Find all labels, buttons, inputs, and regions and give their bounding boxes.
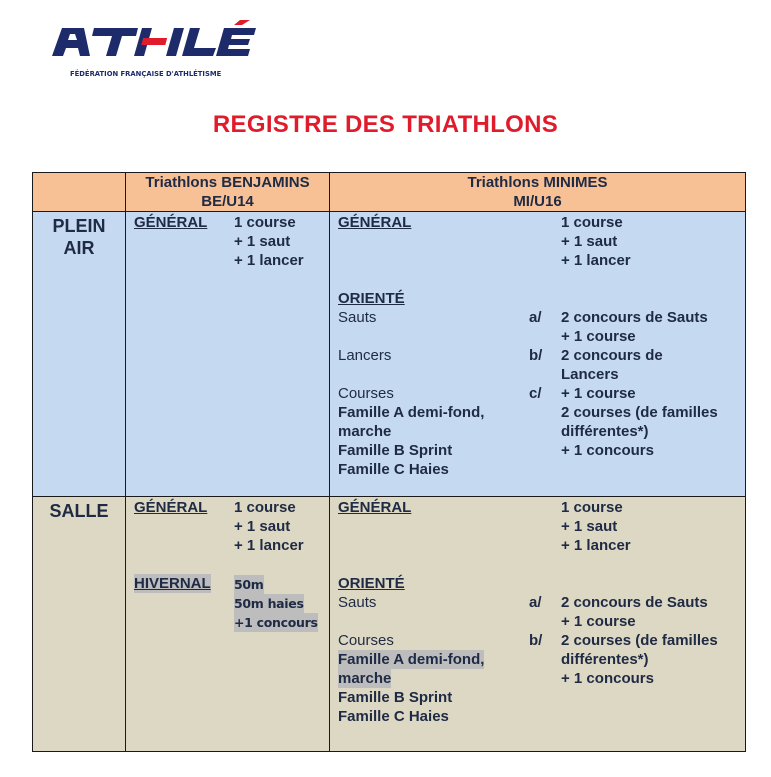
plein-air-label: [33, 212, 126, 497]
pa-mi-courses: Courses: [338, 385, 394, 402]
pa-mi-courses-key: c/: [529, 385, 542, 402]
sa-mi-sauts-item: + 1 course: [561, 613, 636, 630]
header-minimes: [330, 173, 746, 212]
header-benjamins-line1: Triathlons BENJAMINS: [145, 174, 310, 191]
pa-mi-general-item: + 1 lancer: [561, 252, 631, 269]
salle-label-text: SALLE: [49, 501, 109, 521]
header-benjamins-line2: BE/U14: [201, 193, 254, 210]
plein-air-minimes-cell: [330, 212, 746, 497]
sa-be-hivernal-item: +1 concours: [234, 615, 318, 630]
salle-minimes-cell: [330, 497, 746, 752]
pa-mi-lancers-key: b/: [529, 347, 543, 364]
pa-mi-lancers: Lancers: [338, 347, 392, 364]
sa-mi-famille: Famille C Haies: [338, 708, 449, 725]
pa-mi-famille: Famille A demi-fond,: [338, 404, 485, 421]
pa-be-general-label: GÉNÉRAL: [134, 214, 208, 231]
sa-be-general-item: 1 course: [234, 499, 296, 516]
pa-mi-famille: Famille B Sprint: [338, 442, 453, 459]
pa-mi-sauts-item: 2 concours de Sauts: [561, 309, 708, 326]
sa-mi-courses-key: b/: [529, 632, 543, 649]
plein-air-benjamins-cell: [126, 212, 330, 497]
pa-mi-general-item: + 1 saut: [561, 233, 618, 250]
salle-row: [33, 497, 746, 752]
header-benjamins: [126, 173, 330, 212]
header-minimes-line1: Triathlons MINIMES: [467, 174, 608, 191]
athle-logo-mark: [50, 20, 280, 82]
plein-air-label-line1: PLEIN: [52, 216, 106, 236]
sa-mi-general-item: + 1 saut: [561, 518, 618, 535]
pa-be-general-item: + 1 saut: [234, 233, 291, 250]
sa-be-hivernal-label: HIVERNAL: [134, 575, 211, 592]
pa-mi-courses-item: 2 courses (de familles: [561, 404, 718, 421]
pa-mi-oriente-label: ORIENTÉ: [338, 290, 405, 307]
pa-mi-sauts-key: a/: [529, 309, 542, 326]
sa-mi-general-item: + 1 lancer: [561, 537, 631, 554]
header-empty-cell: [33, 173, 126, 212]
plein-air-row: [33, 212, 746, 497]
sa-mi-famille: Famille B Sprint: [338, 689, 453, 706]
sa-mi-sauts-item: 2 concours de Sauts: [561, 594, 708, 611]
salle-benjamins-cell: [126, 497, 330, 752]
salle-label: [33, 497, 126, 752]
pa-mi-courses-item: différentes*): [561, 423, 649, 440]
sa-mi-oriente-label: ORIENTÉ: [338, 575, 405, 592]
pa-mi-famille: marche: [338, 423, 392, 440]
sa-mi-courses-item: + 1 concours: [561, 670, 654, 687]
sa-be-general-item: + 1 lancer: [234, 537, 304, 554]
athle-logo: [50, 20, 280, 82]
sa-mi-famille: marche: [338, 670, 392, 687]
plein-air-label-line2: AIR: [63, 238, 95, 258]
pa-mi-general-item: 1 course: [561, 214, 623, 231]
sa-mi-courses-item: 2 courses (de familles: [561, 632, 718, 649]
sa-be-hivernal-item: 50m: [234, 577, 264, 592]
sa-be-general-label: GÉNÉRAL: [134, 499, 208, 516]
pa-mi-courses-item: + 1 course: [561, 385, 636, 402]
sa-mi-sauts-key: a/: [529, 594, 542, 611]
pa-mi-lancers-item: 2 concours de: [561, 347, 663, 364]
pa-be-general-item: 1 course: [234, 214, 296, 231]
sa-mi-courses: Courses: [338, 632, 394, 649]
triathlon-register-table: [32, 172, 746, 752]
sa-mi-sauts: Sauts: [338, 594, 377, 611]
sa-mi-courses-item: différentes*): [561, 651, 649, 668]
pa-mi-lancers-item: Lancers: [561, 366, 619, 383]
header-minimes-line2: MI/U16: [513, 193, 562, 210]
pa-mi-sauts: Sauts: [338, 309, 377, 326]
pa-mi-general-label: GÉNÉRAL: [338, 214, 412, 231]
pa-mi-sauts-item: + 1 course: [561, 328, 636, 345]
pa-mi-courses-item: + 1 concours: [561, 442, 654, 459]
sa-mi-general-item: 1 course: [561, 499, 623, 516]
sa-mi-general-label: GÉNÉRAL: [338, 499, 412, 516]
sa-be-hivernal-item: 50m haies: [234, 596, 304, 611]
sa-mi-famille: Famille A demi-fond,: [338, 651, 485, 668]
logo-tagline: FÉDÉRATION FRANÇAISE D'ATHLÉTISME: [70, 70, 222, 78]
pa-mi-famille: Famille C Haies: [338, 461, 449, 478]
page-title: REGISTRE DES TRIATHLONS: [212, 111, 559, 138]
pa-be-general-item: + 1 lancer: [234, 252, 304, 269]
sa-be-general-item: + 1 saut: [234, 518, 291, 535]
table-header-row: [33, 173, 746, 212]
